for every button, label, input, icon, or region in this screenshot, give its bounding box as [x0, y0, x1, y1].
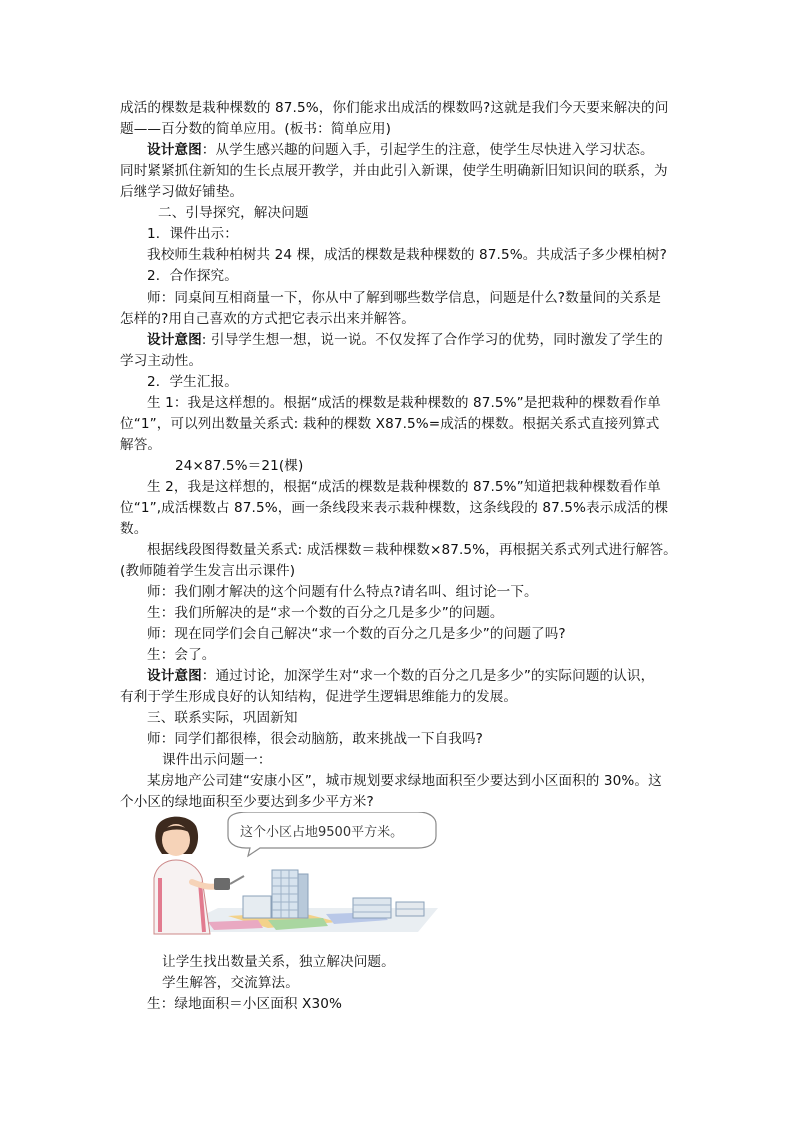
text-line: 设计意图: 引导学生想一想，说一说。不仅发挥了合作学习的优势，同时激发了学生的: [147, 332, 663, 348]
text-line: 成活的棵数是栽种棵数的 87.5%，你们能求出成活的棵数吗?这就是我们今天要来解决的问: [120, 100, 669, 116]
text-line: 让学生找出数量关系，独立解决问题。: [162, 954, 395, 970]
text-line: 有利于学生形成良好的认知结构，促进学生逻辑思维能力的发展。: [120, 689, 518, 705]
text-line: 生 1：我是这样想的。根据“成活的棵数是栽种棵数的 87.5%”是把栽种的棵数看作单: [147, 395, 661, 411]
text-line: 解答。: [120, 437, 162, 453]
text-line: 我校师生栽种柏树共 24 棵，成活的棵数是栽种棵数的 87.5%。共成活子多少棵柏树?: [147, 247, 667, 263]
design-intent-label: 设计意图: [147, 668, 202, 684]
section-heading: 三、联系实际，巩固新知: [147, 710, 298, 726]
text-line: 学习主动性。: [120, 353, 203, 369]
speech-bubble-text: 这个小区占地9500平方米。: [240, 825, 404, 840]
text-line: 根据线段图得数量关系式: 成活棵数＝栽种棵数×87.5%，再根据关系式列式进行解答。: [147, 542, 677, 558]
text-line: 课件出示问题一：: [162, 752, 272, 768]
text-line: 师：我们刚才解决的这个问题有什么特点?请名叫、组讨论一下。: [147, 584, 538, 600]
design-intent-label: 设计意图: [147, 142, 202, 158]
text-line: 学生解答，交流算法。: [162, 975, 299, 991]
text-line: 怎样的?用自己喜欢的方式把它表示出来并解答。: [120, 311, 415, 327]
text-line: 2．学生汇报。: [147, 374, 238, 390]
equation-line: 24×87.5%＝21(棵): [175, 458, 304, 474]
text-line: 生：绿地面积＝小区面积 X30%: [147, 996, 342, 1012]
text-line: 生：我们所解决的是“求一个数的百分之几是多少”的问题。: [147, 605, 504, 621]
text-line: 师：同桌间互相商量一下，你从中了解到哪些数学信息，问题是什么?数量间的关系是: [147, 290, 661, 306]
design-intent-label: 设计意图: [147, 332, 202, 348]
text-line: 某房地产公司建“安康小区”，城市规划要求绿地面积至少要达到小区面积的 30%。这: [147, 773, 662, 789]
textbook-illustration: [148, 812, 438, 940]
section-heading: 二、引导探究，解决问题: [158, 205, 309, 221]
text-line: 师：同学们都很棒，很会动脑筋，敢来挑战一下自我吗?: [147, 731, 483, 747]
text-line: 1．课件出示：: [147, 226, 238, 242]
speech-bubble: [228, 812, 436, 856]
text-line: 师：现在同学们会自己解决“求一个数的百分之几是多少”的问题了吗?: [147, 626, 566, 642]
text-line: 数。: [120, 521, 148, 537]
text-line: 位“1”，可以列出数量关系式: 栽种的棵数 X87.5%=成活的棵数。根据关系式直接列算式: [120, 416, 660, 432]
text-line: 2．合作探究。: [147, 268, 238, 284]
text-line: 设计意图：从学生感兴趣的问题入手，引起学生的注意，使学生尽快进入学习状态。: [147, 142, 654, 158]
text-line: 题——百分数的简单应用。(板书：简单应用): [120, 121, 391, 137]
text-line: 个小区的绿地面积至少要达到多少平方米?: [120, 794, 374, 810]
text-line: 位“1”,成活棵数占 87.5%，画一条线段来表示栽种棵数，这条线段的 87.5%表示成活的棵: [120, 500, 669, 516]
text-line: (教师随着学生发言出示课件): [120, 563, 296, 579]
text-line: 同时紧紧抓住新知的生长点展开教学，并由此引入新课，使学生明确新旧知识间的联系，为: [120, 163, 668, 179]
text-line: 后继学习做好铺垫。: [120, 184, 244, 200]
text-line: 生：会了。: [147, 647, 216, 663]
text-line: 生 2，我是这样想的，根据“成活的棵数是栽种棵数的 87.5%”知道把栽种棵数看作单: [147, 479, 661, 495]
text-line: 设计意图：通过讨论，加深学生对“求一个数的百分之几是多少”的实际问题的认识，: [147, 668, 655, 684]
